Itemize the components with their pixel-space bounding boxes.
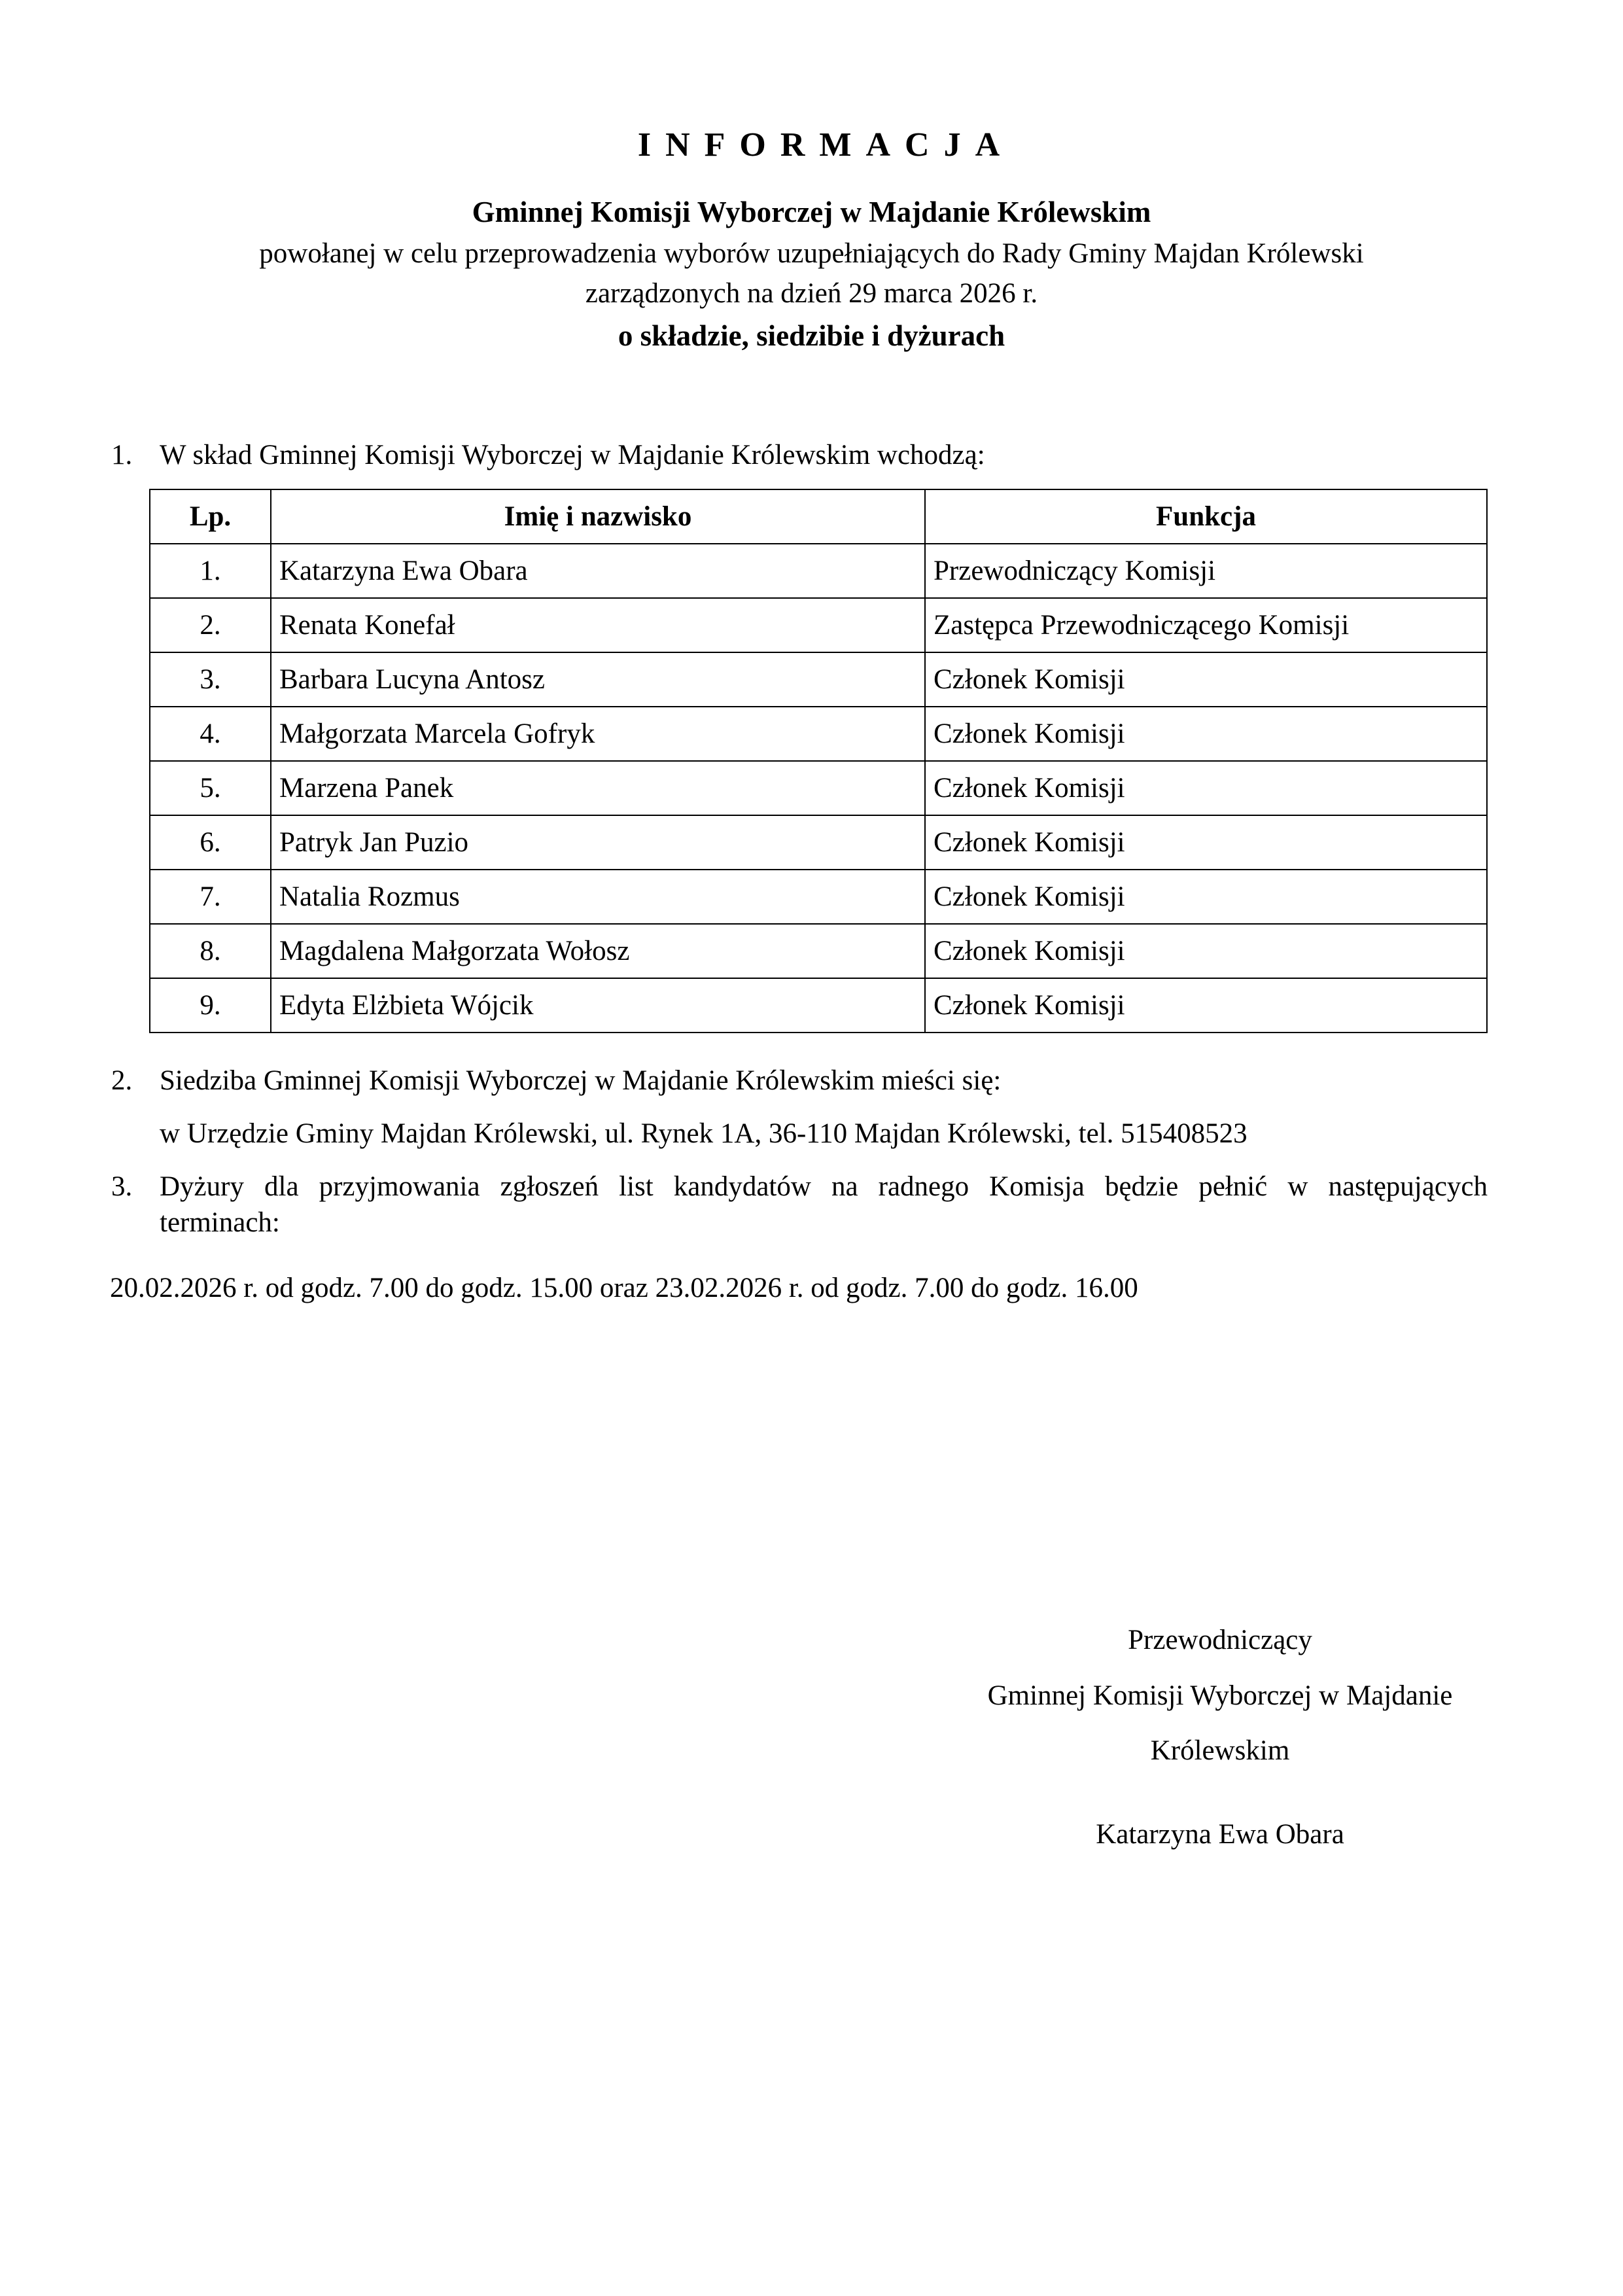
row-name: Patryk Jan Puzio (271, 815, 925, 870)
row-lp: 5. (150, 761, 271, 815)
section-3-text-line-1: Dyżury dla przyjmowania zgłoszeń list kandydatów na radnego Komisja będzie pełnić w następujących (160, 1171, 1488, 1202)
row-function: Członek Komisji (925, 815, 1487, 870)
row-lp: 1. (150, 544, 271, 598)
signature-title: Przewodniczący (1128, 1625, 1312, 1655)
section-2-address: w Urzędzie Gminy Majdan Królewski, ul. Rynek 1A, 36-110 Majdan Królewski, tel. 515408523 (160, 1118, 1248, 1149)
row-lp: 2. (150, 598, 271, 652)
section-3-number: 3. (111, 1171, 133, 1202)
table-row (150, 870, 1487, 924)
row-name: Barbara Lucyna Antosz (271, 652, 925, 707)
row-function: Członek Komisji (925, 761, 1487, 815)
row-name: Edyta Elżbieta Wójcik (271, 978, 925, 1033)
row-function: Przewodniczący Komisji (925, 544, 1487, 598)
table-row (150, 761, 1487, 815)
subtitle-date: zarządzonych na dzień 29 marca 2026 r. (585, 278, 1038, 309)
schedule-text: 20.02.2026 r. od godz. 7.00 do godz. 15.00 oraz 23.02.2026 r. od godz. 7.00 do godz. 16.00 (110, 1273, 1138, 1303)
table-row (150, 924, 1487, 978)
section-3-text-line-2: terminach: (160, 1207, 280, 1238)
row-lp: 9. (150, 978, 271, 1033)
row-function: Członek Komisji (925, 978, 1487, 1033)
row-function: Członek Komisji (925, 707, 1487, 761)
signature-body-line-2: Królewskim (1150, 1735, 1290, 1766)
section-2-text: Siedziba Gminnej Komisji Wyborczej w Majdanie Królewskim mieści się: (160, 1065, 1002, 1096)
row-lp: 6. (150, 815, 271, 870)
row-name: Renata Konefał (271, 598, 925, 652)
column-header-function: Funkcja (925, 489, 1487, 544)
row-lp: 8. (150, 924, 271, 978)
table-row (150, 978, 1487, 1033)
section-2-number: 2. (111, 1065, 133, 1096)
table-row (150, 652, 1487, 707)
column-header-name: Imię i nazwisko (271, 489, 925, 544)
section-1-number: 1. (111, 440, 133, 470)
table-row (150, 707, 1487, 761)
section-1-text: W skład Gminnej Komisji Wyborczej w Majdanie Królewskim wchodzą: (160, 440, 985, 470)
row-function: Zastępca Przewodniczącego Komisji (925, 598, 1487, 652)
document-subtitle: Gminnej Komisji Wyborczej w Majdanie Królewskim (472, 196, 1151, 228)
row-lp: 4. (150, 707, 271, 761)
subtitle-purpose: powołanej w celu przeprowadzenia wyborów uzupełniających do Rady Gminy Majdan Królewski (259, 238, 1364, 269)
document-title: INFORMACJA (637, 126, 1015, 164)
row-function: Członek Komisji (925, 652, 1487, 707)
signature-body-line-1: Gminnej Komisji Wyborczej w Majdanie (987, 1680, 1453, 1711)
signature-name: Katarzyna Ewa Obara (1096, 1819, 1344, 1850)
row-name: Marzena Panek (271, 761, 925, 815)
table-row (150, 598, 1487, 652)
row-lp: 7. (150, 870, 271, 924)
table-row (150, 815, 1487, 870)
row-name: Natalia Rozmus (271, 870, 925, 924)
row-function: Członek Komisji (925, 870, 1487, 924)
subtitle-topic: o składzie, siedzibie i dyżurach (618, 319, 1005, 352)
row-name: Magdalena Małgorzata Wołosz (271, 924, 925, 978)
row-name: Katarzyna Ewa Obara (271, 544, 925, 598)
table-row (150, 544, 1487, 598)
row-function: Członek Komisji (925, 924, 1487, 978)
row-lp: 3. (150, 652, 271, 707)
row-name: Małgorzata Marcela Gofryk (271, 707, 925, 761)
members-table (149, 489, 1488, 1033)
column-header-lp: Lp. (150, 489, 271, 544)
table-header-row (150, 489, 1487, 544)
